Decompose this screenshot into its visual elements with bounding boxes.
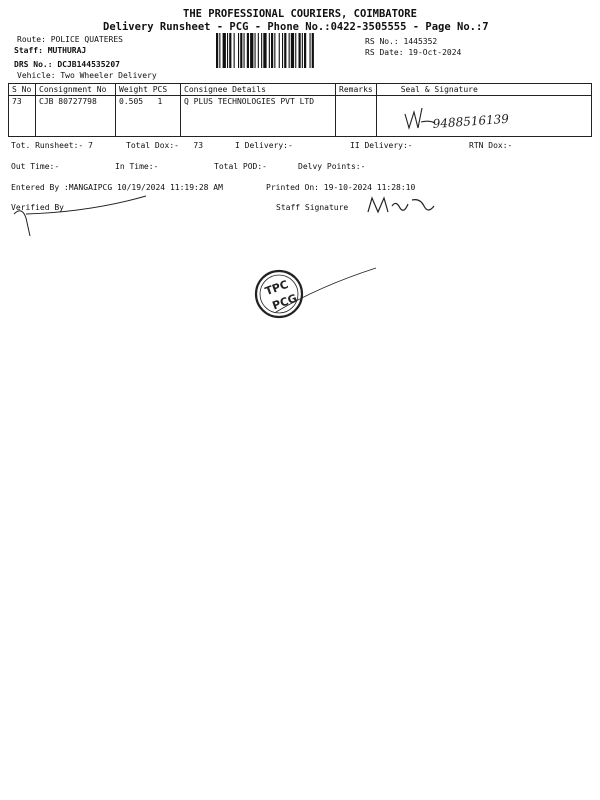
entered-by: Entered By :MANGAIPCG 10/19/2024 11:19:28 AM [11, 183, 223, 192]
col-sno-header: S No [9, 84, 36, 96]
rs-date: RS Date: 19-Oct-2024 [365, 48, 462, 57]
seal-header-label: Seal & Signature [400, 85, 478, 94]
cell-sno: 73 [9, 96, 36, 137]
col-consignment-header: Consignment No [36, 84, 116, 96]
col-remarks-header: Remarks [336, 84, 377, 96]
rs-number: RS No.: 1445352 [365, 37, 438, 46]
company-stamp [256, 268, 376, 317]
rtn-dox: RTN Dox:- [469, 141, 513, 150]
staff-signature-label: Staff Signature [276, 203, 349, 212]
col-consignee-header: Consignee Details [181, 84, 336, 96]
weight-pcs-value: 0.505 1 [119, 97, 163, 106]
total-dox: Total Dox:- 73 [126, 141, 204, 150]
stamp-text-top: TPC [263, 277, 290, 299]
cell-consignee: Q PLUS TECHNOLOGIES PVT LTD [181, 96, 336, 137]
tot-runsheet: Tot. Runsheet:- 7 [11, 141, 93, 150]
company-title: THE PROFESSIONAL COURIERS, COIMBATORE [183, 8, 417, 20]
cell-consignment: CJB 80727798 [36, 96, 116, 137]
handwritten-phone: 9488516139 [431, 111, 510, 131]
staff-signature-mark [368, 198, 434, 212]
col-weight-pcs-header: Weight PCS [116, 84, 181, 96]
delvy-points: Delvy Points:- [298, 162, 366, 171]
ii-delivery: II Delivery:- [350, 141, 413, 150]
printed-on: Printed On: 19-10-2024 11:28:10 [266, 183, 416, 192]
verified-by-label: Verified By [11, 203, 64, 212]
in-time: In Time:- [115, 162, 159, 171]
out-time: Out Time:- [11, 162, 60, 171]
stamp-text-bottom: PCG [270, 291, 299, 313]
staff-label: Staff: MUTHURAJ [14, 46, 87, 55]
route-label: Route: POLICE QUATERES [17, 35, 123, 44]
total-pod: Total POD:- [214, 162, 267, 171]
runsheet-subtitle: Delivery Runsheet - PCG - Phone No.:0422-3505555 - Page No.:7 [103, 21, 489, 33]
i-delivery: I Delivery:- [235, 141, 293, 150]
drs-number: DRS No.: DCJB144535207 [14, 60, 120, 69]
verification-mark [14, 196, 146, 236]
vehicle-label: Vehicle: Two Wheeler Delivery [17, 71, 157, 80]
